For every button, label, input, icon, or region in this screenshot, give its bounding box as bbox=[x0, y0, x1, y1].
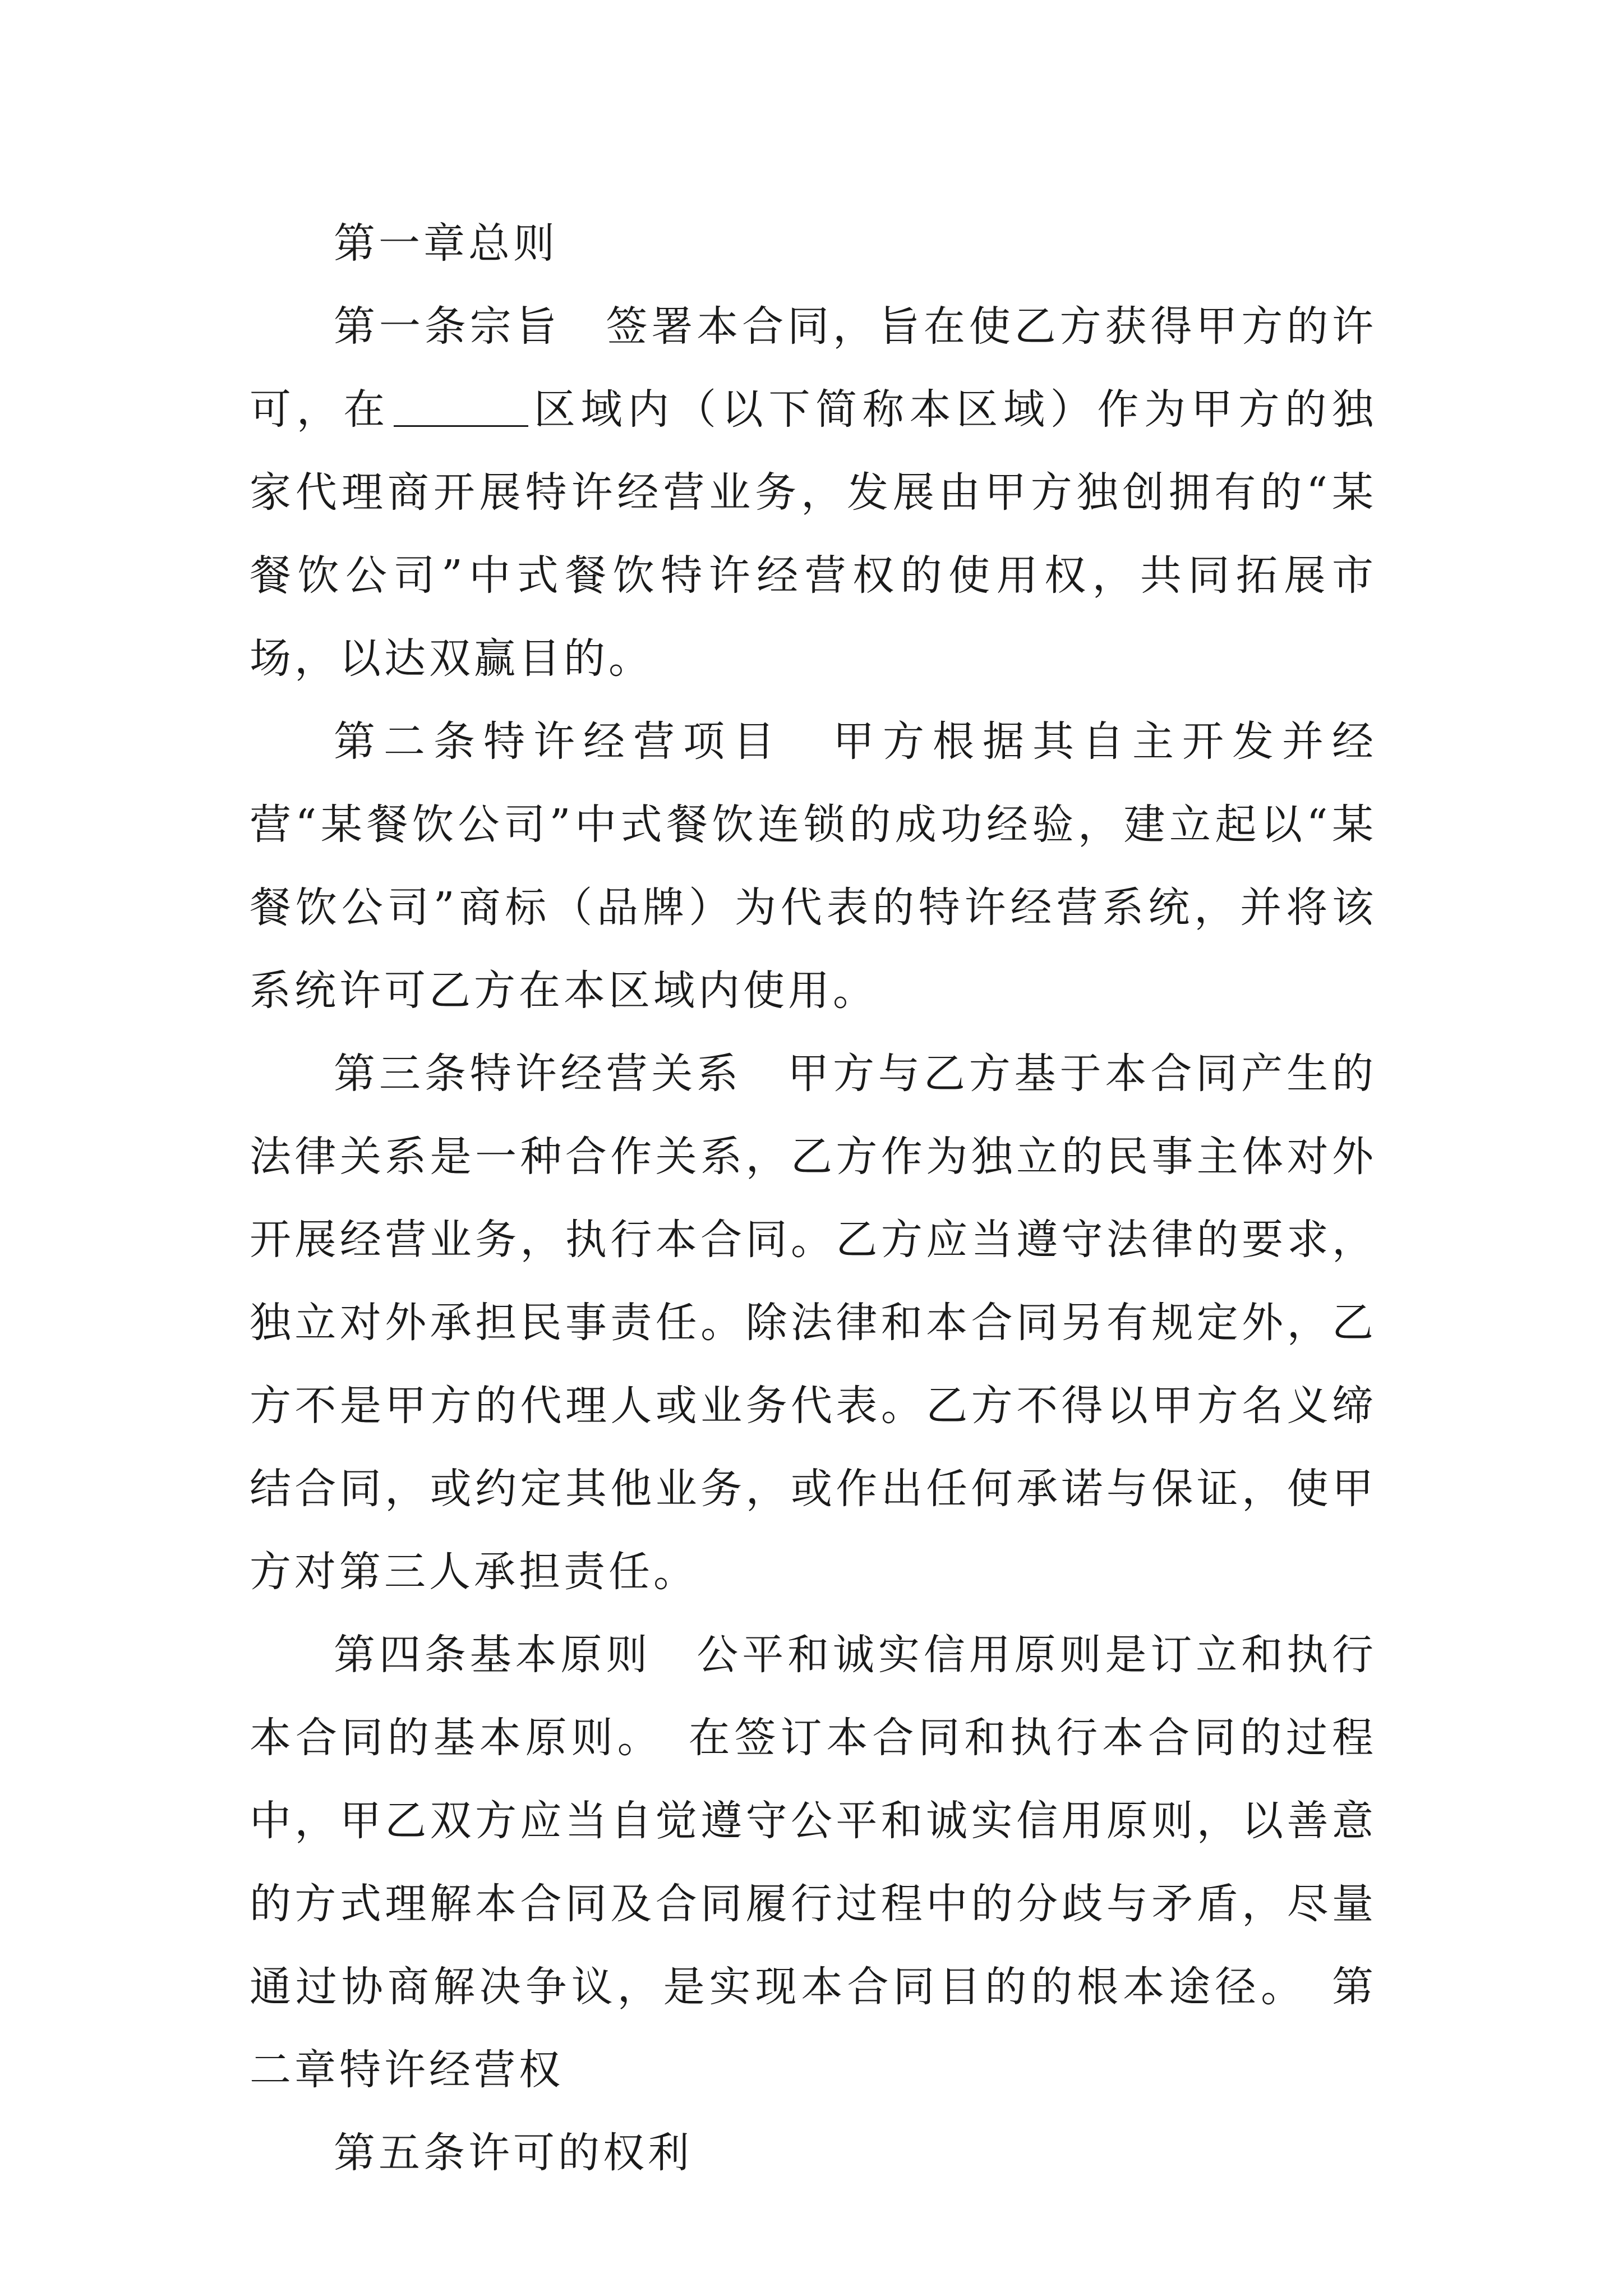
article-2-text: 甲方根据其自主开发并经营“某餐饮公司”中式餐饮连锁的成功经验，建立起以“某餐饮公司”商标（品牌）为代表的特许经营系统，并将该系统许可乙方在本区域内使用。 bbox=[250, 717, 1377, 1015]
article-2 bbox=[250, 700, 1377, 1032]
chapter-2-heading: 第二章特许经营权 bbox=[250, 1963, 1377, 2094]
article-1-title: 第一条宗旨 bbox=[334, 302, 561, 351]
article-1 bbox=[250, 285, 1377, 700]
article-5-title: 第五条许可的权利 bbox=[334, 2129, 693, 2177]
document-body bbox=[250, 202, 1377, 2194]
article-2-title: 第二条特许经营项目 bbox=[334, 717, 783, 766]
article-4-text: 公平和诚实信用原则是订立和执行本合同的基本原则。 在签订本合同和执行本合同的过程中，甲乙双方应当自觉遵守公平和诚实信用原则，以善意的方式理解本合同及合同履行过程中的分歧与矛盾，尽量通过协商解决争议，是实现本合同目的的根本途径。 bbox=[250, 1631, 1377, 2011]
chapter-1-heading: 第一章总则 bbox=[334, 219, 558, 268]
article-4 bbox=[250, 1613, 1377, 2111]
article-1-text-a: 签署本合同，旨在使乙方获得甲方的许可，在 bbox=[250, 302, 1377, 434]
article-3 bbox=[250, 1032, 1377, 1613]
article-3-text: 甲方与乙方基于本合同产生的法律关系是一种合作关系，乙方作为独立的民事主体对外开展经营业务，执行本合同。乙方应当遵守法律的要求，独立对外承担民事责任。除法律和本合同另有规定外，乙方不是甲方的代理人或业务代表。乙方不得以甲方名义缔结合同，或约定其他业务，或作出任何承诺与保证，使甲方对第三人承担责任。 bbox=[250, 1050, 1377, 1596]
region-blank-line bbox=[394, 386, 528, 427]
article-5 bbox=[250, 2111, 1377, 2194]
article-4-title: 第四条基本原则 bbox=[334, 1631, 652, 1679]
article-3-title: 第三条特许经营关系 bbox=[334, 1050, 743, 1098]
article-1-text-b: 区域内（以下简称本区域）作为甲方的独家代理商开展特许经营业务，发展由甲方独创拥有的“某餐饮公司”中式餐饮特许经营权的使用权，共同拓展市场，以达双赢目的。 bbox=[250, 385, 1377, 683]
